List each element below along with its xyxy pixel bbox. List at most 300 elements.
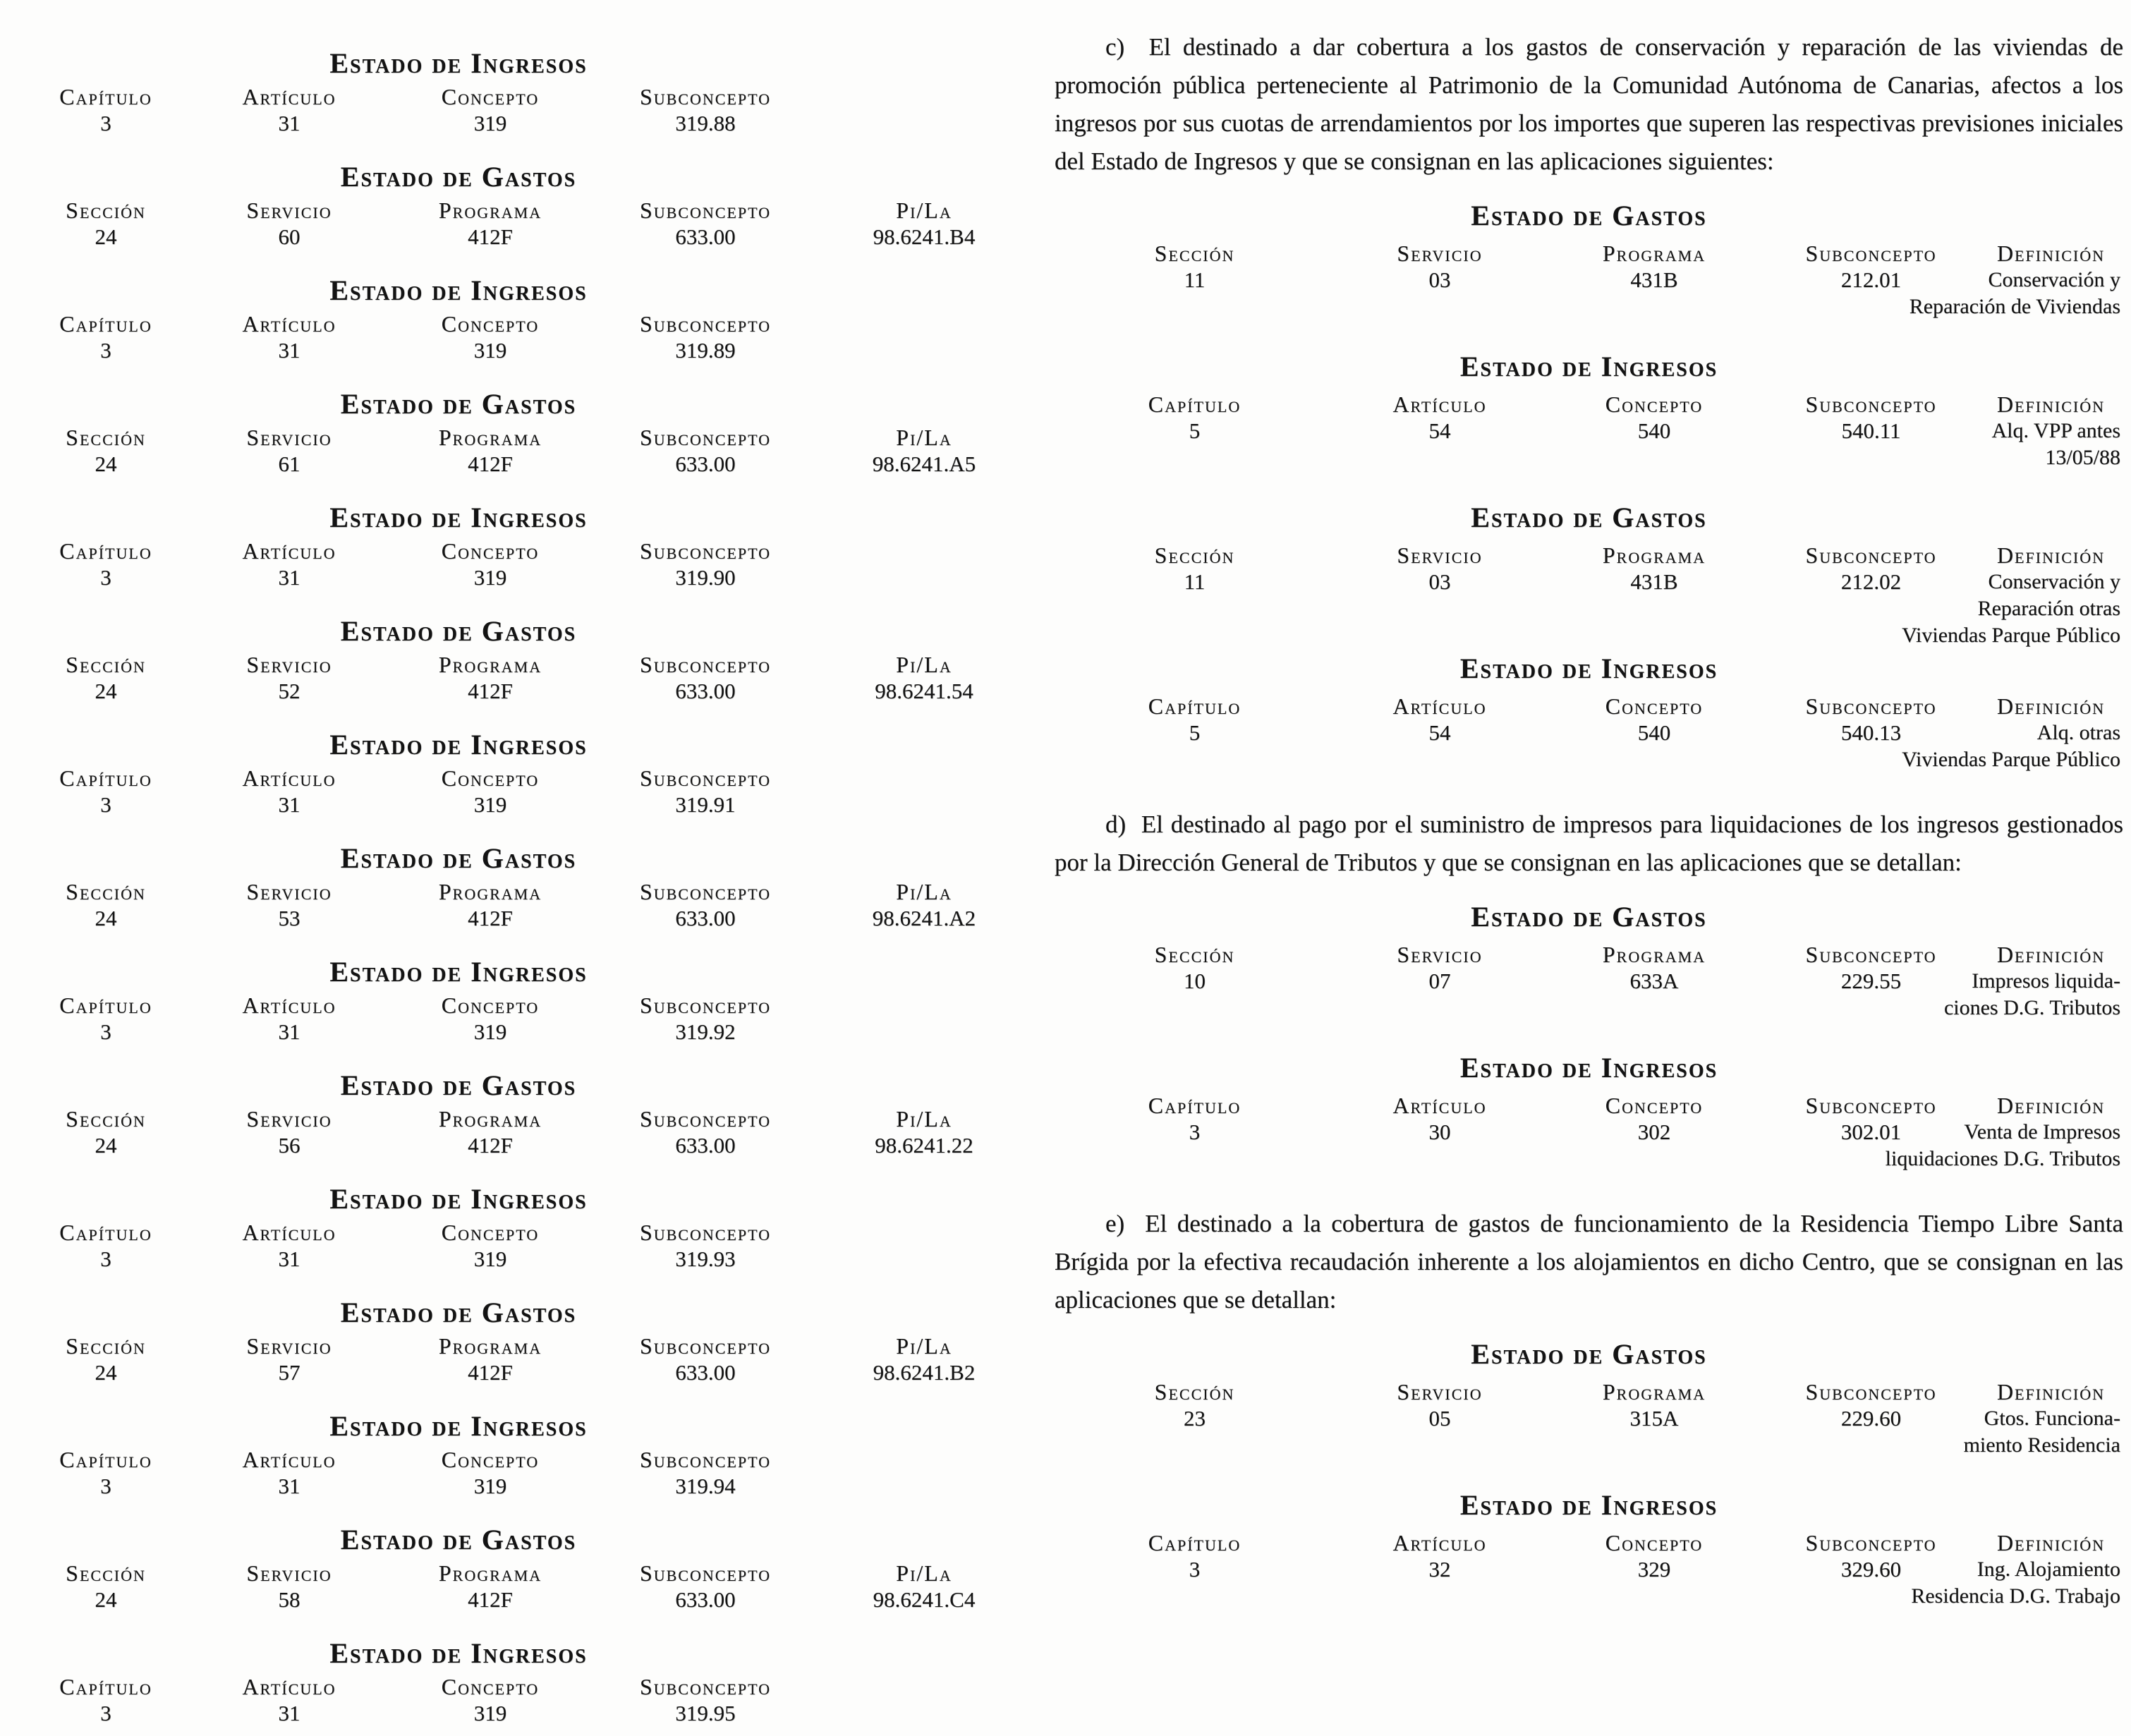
column-label-seccion: Sección <box>66 652 146 677</box>
column-label-programa: Programa <box>438 1333 542 1359</box>
column-label-concepto: Concepto <box>441 538 540 564</box>
column-label-concepto: Concepto <box>1605 1093 1704 1118</box>
definition-line: Reparación de Viviendas <box>1909 295 2120 318</box>
estado-ingresos-table <box>1055 652 2123 771</box>
column-label-articulo: Artículo <box>242 1447 336 1472</box>
estado-gastos-table <box>25 163 1026 277</box>
column-label-subconcepto: Subconcepto <box>639 1674 772 1699</box>
column-label-articulo: Artículo <box>242 1674 336 1699</box>
column-label-subconcepto: Subconcepto <box>639 993 772 1018</box>
table-title: Estado de Ingresos <box>329 47 588 79</box>
labels-row <box>1055 1529 2123 1556</box>
value-seccion: 24 <box>95 451 117 476</box>
estado-gastos-table <box>25 1299 1026 1412</box>
column-label-subconcepto: Subconcepto <box>639 198 772 223</box>
value-articulo: 54 <box>1428 720 1451 745</box>
value-servicio: 56 <box>278 1133 300 1158</box>
value-articulo: 31 <box>278 565 300 590</box>
value-concepto: 540 <box>1637 418 1671 443</box>
definition-line: Venta de Impresos <box>1964 1120 2120 1143</box>
estado-gastos-table <box>25 617 1026 731</box>
values-row <box>25 224 1026 250</box>
column-label-articulo: Artículo <box>1392 1093 1487 1118</box>
labels-row <box>25 197 1026 224</box>
table-title: Estado de Ingresos <box>1459 1052 1718 1084</box>
column-label-concepto: Concepto <box>441 765 540 791</box>
labels-row <box>1055 941 2123 968</box>
values-row <box>25 1700 1026 1727</box>
value-articulo: 54 <box>1428 418 1451 443</box>
definition-line: Conservación y <box>1988 268 2120 291</box>
column-label-servicio: Servicio <box>1397 1379 1483 1404</box>
value-subconcepto: 633.00 <box>675 451 736 476</box>
values-row <box>25 1246 1026 1273</box>
value-seccion: 24 <box>95 1133 117 1158</box>
value-servicio: 57 <box>278 1360 300 1385</box>
values-row <box>25 110 1026 137</box>
paragraph-c: c) El destinado a dar cobertura a los gastos de conservación y reparación de las viviendas de promoción pública perteneciente al Patrimonio de la Comunidad Autónoma de Canarias, afectos a los ingresos por sus cuotas de arrendamientos por los importes que superen las respectivas previsiones iniciales del Estado de Ingresos y que se consignan en las aplicaciones siguientes: <box>1055 33 2123 175</box>
value-subconcepto: 229.60 <box>1840 1406 1902 1431</box>
column-label-articulo: Artículo <box>1392 1530 1487 1555</box>
table-title: Estado de Gastos <box>340 1524 577 1555</box>
column-label-subconcepto: Subconcepto <box>1805 241 1937 266</box>
value-articulo: 31 <box>278 792 300 817</box>
column-label-capitulo: Capítulo <box>59 84 152 109</box>
value-concepto: 319 <box>473 1474 507 1498</box>
column-label-capitulo: Capítulo <box>59 765 152 791</box>
column-label-subconcepto: Subconcepto <box>639 311 772 336</box>
column-label-programa: Programa <box>1602 241 1706 266</box>
definition <box>1500 720 2120 773</box>
column-label-servicio: Servicio <box>246 1106 332 1131</box>
value-subconcepto: 319.93 <box>675 1246 736 1271</box>
estado-gastos-table <box>1055 1338 2123 1457</box>
table-title: Estado de Ingresos <box>329 956 588 988</box>
labels-row <box>25 1219 1026 1246</box>
labels-row <box>25 83 1026 110</box>
column-label-subconcepto: Subconcepto <box>1805 1093 1937 1118</box>
estado-ingresos-table <box>25 274 1026 390</box>
value-subconcepto: 633.00 <box>675 1587 736 1612</box>
column-label-subconcepto: Subconcepto <box>639 879 772 904</box>
column-label-capitulo: Capítulo <box>59 311 152 336</box>
column-label-pila: Pi/La <box>896 1106 952 1131</box>
labels-row <box>25 538 1026 564</box>
value-seccion: 24 <box>95 679 117 703</box>
value-subconcepto: 540.13 <box>1840 720 1902 745</box>
column-label-articulo: Artículo <box>242 765 336 791</box>
value-capitulo: 3 <box>100 565 111 590</box>
value-concepto: 329 <box>1637 1557 1671 1582</box>
column-label-definicion: Definición <box>1996 241 2106 266</box>
value-articulo: 32 <box>1428 1557 1451 1582</box>
value-programa: 412F <box>468 1360 513 1385</box>
value-pila: 98.6241.A5 <box>872 451 976 476</box>
value-pila: 98.6241.22 <box>875 1133 973 1158</box>
value-articulo: 30 <box>1428 1119 1451 1144</box>
table-title: Estado de Gastos <box>340 615 577 647</box>
value-subconcepto: 319.89 <box>675 338 736 363</box>
definition-line: Viviendas Parque Público <box>1902 624 2120 647</box>
table-title: Estado de Ingresos <box>329 1410 588 1442</box>
estado-ingresos-table <box>1055 351 2123 469</box>
value-capitulo: 5 <box>1189 720 1201 745</box>
column-label-servicio: Servicio <box>1397 542 1483 568</box>
value-programa: 412F <box>468 906 513 930</box>
estado-ingresos-table <box>1055 1489 2123 1608</box>
value-subconcepto: 319.95 <box>675 1701 736 1725</box>
column-label-subconcepto: Subconcepto <box>639 1220 772 1245</box>
column-label-subconcepto: Subconcepto <box>639 1333 772 1359</box>
table-title: Estado de Ingresos <box>1459 351 1718 382</box>
column-label-subconcepto: Subconcepto <box>1805 542 1937 568</box>
column-label-seccion: Sección <box>66 425 146 450</box>
values-row <box>25 564 1026 591</box>
value-capitulo: 3 <box>100 111 111 135</box>
column-label-articulo: Artículo <box>1392 391 1487 417</box>
column-label-pila: Pi/La <box>896 198 952 223</box>
labels-row <box>25 992 1026 1019</box>
column-label-subconcepto: Subconcepto <box>639 538 772 564</box>
value-programa: 315A <box>1629 1406 1679 1431</box>
value-capitulo: 5 <box>1189 418 1201 443</box>
column-label-subconcepto: Subconcepto <box>639 84 772 109</box>
estado-gastos-table <box>1055 200 2123 318</box>
table-title: Estado de Ingresos <box>329 729 588 760</box>
column-label-subconcepto: Subconcepto <box>1805 693 1937 719</box>
estado-ingresos-table <box>25 1185 1026 1299</box>
definition <box>1500 267 2120 320</box>
value-programa: 412F <box>468 1587 513 1612</box>
column-label-concepto: Concepto <box>1605 1530 1704 1555</box>
values-row <box>25 678 1026 705</box>
estado-gastos-table <box>25 390 1026 504</box>
value-concepto: 302 <box>1637 1119 1671 1144</box>
value-subconcepto: 540.11 <box>1841 418 1901 443</box>
value-capitulo: 3 <box>100 1701 111 1725</box>
paragraph-d: d) El destinado al pago por el suministro de impresos para liquidaciones de los ingresos gestionados por la Dirección General de Tributos y que se consignan en las aplicaciones que se detallan: <box>1055 811 2123 876</box>
column-label-subconcepto: Subconcepto <box>639 1560 772 1586</box>
column-label-programa: Programa <box>438 1106 542 1131</box>
definition-line: Conservación y <box>1988 570 2120 593</box>
column-label-subconcepto: Subconcepto <box>1805 942 1937 967</box>
value-subconcepto: 212.02 <box>1840 569 1902 594</box>
estado-ingresos-table <box>25 1639 1026 1736</box>
labels-row <box>1055 391 2123 418</box>
column-label-seccion: Sección <box>66 1106 146 1131</box>
column-label-definicion: Definición <box>1996 391 2106 417</box>
table-title: Estado de Gastos <box>1471 901 1707 933</box>
value-programa: 431B <box>1630 569 1678 594</box>
column-label-programa: Programa <box>1602 942 1706 967</box>
value-concepto: 319 <box>473 338 507 363</box>
values-row <box>25 791 1026 818</box>
values-row <box>25 1132 1026 1159</box>
value-seccion: 24 <box>95 1360 117 1385</box>
value-seccion: 24 <box>95 224 117 249</box>
column-label-capitulo: Capítulo <box>59 1447 152 1472</box>
column-label-concepto: Concepto <box>441 1674 540 1699</box>
right-column <box>1055 28 2123 1642</box>
values-row <box>25 1586 1026 1613</box>
value-servicio: 61 <box>278 451 300 476</box>
value-pila: 98.6241.A2 <box>872 906 976 930</box>
table-title: Estado de Ingresos <box>329 1183 588 1215</box>
column-label-articulo: Artículo <box>242 538 336 564</box>
value-capitulo: 3 <box>100 1246 111 1271</box>
values-row <box>25 1019 1026 1045</box>
definition-line: miento Residencia <box>1963 1433 2120 1457</box>
column-label-concepto: Concepto <box>441 311 540 336</box>
labels-row <box>1055 1092 2123 1119</box>
value-concepto: 540 <box>1637 720 1671 745</box>
column-label-servicio: Servicio <box>1397 942 1483 967</box>
value-programa: 633A <box>1629 969 1679 993</box>
column-label-definicion: Definición <box>1996 1093 2106 1118</box>
table-title: Estado de Ingresos <box>1459 1489 1718 1521</box>
value-programa: 412F <box>468 1133 513 1158</box>
column-label-concepto: Concepto <box>441 1220 540 1245</box>
column-label-subconcepto: Subconcepto <box>1805 1530 1937 1555</box>
value-pila: 98.6241.B4 <box>873 224 976 249</box>
value-subconcepto: 633.00 <box>675 906 736 930</box>
values-row <box>25 1359 1026 1386</box>
value-articulo: 31 <box>278 1019 300 1044</box>
column-label-capitulo: Capítulo <box>59 1674 152 1699</box>
estado-gastos-table <box>25 844 1026 958</box>
value-subconcepto: 319.92 <box>675 1019 736 1044</box>
value-capitulo: 3 <box>100 792 111 817</box>
estado-ingresos-table <box>25 504 1026 617</box>
table-title: Estado de Ingresos <box>329 274 588 306</box>
value-programa: 412F <box>468 451 513 476</box>
value-subconcepto: 633.00 <box>675 1133 736 1158</box>
column-label-seccion: Sección <box>1154 942 1235 967</box>
table-title: Estado de Gastos <box>340 161 577 193</box>
column-label-capitulo: Capítulo <box>1148 391 1241 417</box>
definition <box>1500 418 2120 471</box>
estado-gastos-table <box>25 1069 1026 1185</box>
column-label-concepto: Concepto <box>441 84 540 109</box>
value-subconcepto: 319.94 <box>675 1474 736 1498</box>
definition <box>1500 1405 2120 1459</box>
estado-ingresos-table <box>1055 1052 2123 1170</box>
definition <box>1500 1556 2120 1610</box>
column-label-programa: Programa <box>438 652 542 677</box>
value-concepto: 319 <box>473 1019 507 1044</box>
estado-gastos-table <box>25 1526 1026 1639</box>
definition-line: Residencia D.G. Trabajo <box>1911 1584 2120 1608</box>
labels-row <box>25 651 1026 678</box>
value-servicio: 07 <box>1428 969 1451 993</box>
definition-line: ciones D.G. Tributos <box>1943 996 2120 1019</box>
value-seccion: 24 <box>95 906 117 930</box>
value-subconcepto: 302.01 <box>1840 1119 1902 1144</box>
table-title: Estado de Ingresos <box>329 502 588 533</box>
column-label-servicio: Servicio <box>246 1560 332 1586</box>
value-articulo: 31 <box>278 111 300 135</box>
column-label-subconcepto: Subconcepto <box>639 1106 772 1131</box>
definition <box>1500 569 2120 649</box>
column-label-servicio: Servicio <box>246 652 332 677</box>
definition-line: 13/05/88 <box>2045 446 2120 469</box>
value-concepto: 319 <box>473 111 507 135</box>
column-label-capitulo: Capítulo <box>59 538 152 564</box>
definition-line: Alq. VPP antes <box>1991 419 2120 442</box>
labels-row <box>25 878 1026 905</box>
value-seccion: 24 <box>95 1587 117 1612</box>
value-subconcepto: 319.90 <box>675 565 736 590</box>
column-label-articulo: Artículo <box>242 1220 336 1245</box>
column-label-pila: Pi/La <box>896 1333 952 1359</box>
column-label-pila: Pi/La <box>896 879 952 904</box>
value-articulo: 31 <box>278 338 300 363</box>
value-seccion: 11 <box>1184 569 1206 594</box>
labels-row <box>25 765 1026 791</box>
value-articulo: 31 <box>278 1246 300 1271</box>
definition-line: Ing. Alojamiento <box>1977 1558 2120 1581</box>
definition-line: liquidaciones D.G. Tributos <box>1885 1147 2120 1170</box>
column-label-definicion: Definición <box>1996 542 2106 568</box>
value-servicio: 53 <box>278 906 300 930</box>
column-label-seccion: Sección <box>1154 241 1235 266</box>
definition-line: Impresos liquida- <box>1972 969 2120 993</box>
column-label-subconcepto: Subconcepto <box>639 765 772 791</box>
column-label-pila: Pi/La <box>896 425 952 450</box>
column-label-definicion: Definición <box>1996 693 2106 719</box>
labels-row <box>1055 693 2123 720</box>
column-label-servicio: Servicio <box>1397 241 1483 266</box>
table-title: Estado de Gastos <box>1471 200 1707 231</box>
table-title: Estado de Gastos <box>1471 502 1707 533</box>
value-capitulo: 3 <box>1189 1557 1201 1582</box>
labels-row <box>1055 1378 2123 1405</box>
column-label-definicion: Definición <box>1996 1530 2106 1555</box>
column-label-capitulo: Capítulo <box>1148 693 1241 719</box>
column-label-definicion: Definición <box>1996 1379 2106 1404</box>
value-programa: 412F <box>468 679 513 703</box>
column-label-articulo: Artículo <box>242 993 336 1018</box>
column-label-programa: Programa <box>438 198 542 223</box>
column-label-concepto: Concepto <box>1605 693 1704 719</box>
column-label-subconcepto: Subconcepto <box>1805 1379 1937 1404</box>
left-column <box>25 49 1026 1736</box>
labels-row <box>1055 542 2123 569</box>
column-label-concepto: Concepto <box>441 1447 540 1472</box>
column-label-servicio: Servicio <box>246 1333 332 1359</box>
value-servicio: 60 <box>278 224 300 249</box>
value-servicio: 03 <box>1428 267 1451 292</box>
paragraph-e: e) El destinado a la cobertura de gastos de funcionamiento de la Residencia Tiempo Libre Santa Brígida por la efectiva recaudación inherente a los alojamientos en dicho Centro, que se consignan en las aplicaciones que se detallan: <box>1055 1210 2123 1313</box>
column-label-servicio: Servicio <box>246 879 332 904</box>
column-label-seccion: Sección <box>1154 542 1235 568</box>
labels-row <box>25 310 1026 337</box>
value-capitulo: 3 <box>100 1474 111 1498</box>
column-label-programa: Programa <box>1602 542 1706 568</box>
definition-line: Reparación otras <box>1977 597 2120 620</box>
value-subconcepto: 212.01 <box>1840 267 1902 292</box>
labels-row <box>25 424 1026 451</box>
value-pila: 98.6241.C4 <box>873 1587 976 1612</box>
value-subconcepto: 633.00 <box>675 224 736 249</box>
estado-ingresos-table <box>25 49 1026 163</box>
column-label-pila: Pi/La <box>896 1560 952 1586</box>
labels-row <box>1055 240 2123 267</box>
column-label-seccion: Sección <box>1154 1379 1235 1404</box>
value-articulo: 31 <box>278 1474 300 1498</box>
column-label-programa: Programa <box>1602 1379 1706 1404</box>
table-title: Estado de Gastos <box>340 1297 577 1328</box>
column-label-concepto: Concepto <box>1605 391 1704 417</box>
value-seccion: 23 <box>1184 1406 1206 1431</box>
estado-ingresos-table <box>25 731 1026 844</box>
column-label-subconcepto: Subconcepto <box>1805 391 1937 417</box>
value-pila: 98.6241.B2 <box>873 1360 976 1385</box>
column-label-articulo: Artículo <box>242 84 336 109</box>
column-label-articulo: Artículo <box>242 311 336 336</box>
definition <box>1500 1119 2120 1172</box>
value-concepto: 319 <box>473 792 507 817</box>
value-servicio: 52 <box>278 679 300 703</box>
column-label-subconcepto: Subconcepto <box>639 1447 772 1472</box>
value-subconcepto: 329.60 <box>1840 1557 1902 1582</box>
column-label-definicion: Definición <box>1996 942 2106 967</box>
value-servicio: 58 <box>278 1587 300 1612</box>
value-subconcepto: 319.91 <box>675 792 736 817</box>
value-seccion: 10 <box>1184 969 1206 993</box>
labels-row <box>25 1560 1026 1586</box>
value-programa: 431B <box>1630 267 1678 292</box>
column-label-programa: Programa <box>438 879 542 904</box>
column-label-seccion: Sección <box>66 1333 146 1359</box>
column-label-capitulo: Capítulo <box>1148 1093 1241 1118</box>
value-subconcepto: 633.00 <box>675 1360 736 1385</box>
estado-ingresos-table <box>25 1412 1026 1526</box>
values-row <box>25 451 1026 478</box>
value-servicio: 03 <box>1428 569 1451 594</box>
table-title: Estado de Gastos <box>1471 1338 1707 1370</box>
column-label-capitulo: Capítulo <box>59 1220 152 1245</box>
values-row <box>25 905 1026 932</box>
estado-ingresos-table <box>25 958 1026 1072</box>
column-label-capitulo: Capítulo <box>1148 1530 1241 1555</box>
value-capitulo: 3 <box>100 1019 111 1044</box>
column-label-seccion: Sección <box>66 198 146 223</box>
value-capitulo: 3 <box>100 338 111 363</box>
table-title: Estado de Ingresos <box>329 1637 588 1669</box>
column-label-articulo: Artículo <box>1392 693 1487 719</box>
value-articulo: 31 <box>278 1701 300 1725</box>
labels-row <box>25 1333 1026 1359</box>
column-label-servicio: Servicio <box>246 198 332 223</box>
table-title: Estado de Gastos <box>340 842 577 874</box>
definition-line: Gtos. Funciona- <box>1984 1407 2120 1430</box>
table-title: Estado de Ingresos <box>1459 652 1718 684</box>
definition-line: Alq. otras <box>2036 721 2120 744</box>
value-capitulo: 3 <box>1189 1119 1201 1144</box>
table-title: Estado de Gastos <box>340 388 577 420</box>
labels-row <box>25 1105 1026 1132</box>
column-label-concepto: Concepto <box>441 993 540 1018</box>
value-servicio: 05 <box>1428 1406 1451 1431</box>
column-label-seccion: Sección <box>66 1560 146 1586</box>
column-label-subconcepto: Subconcepto <box>639 652 772 677</box>
value-concepto: 319 <box>473 565 507 590</box>
value-subconcepto: 229.55 <box>1840 969 1902 993</box>
column-label-capitulo: Capítulo <box>59 993 152 1018</box>
definition-line: Viviendas Parque Público <box>1902 748 2120 771</box>
table-title: Estado de Gastos <box>340 1069 577 1101</box>
